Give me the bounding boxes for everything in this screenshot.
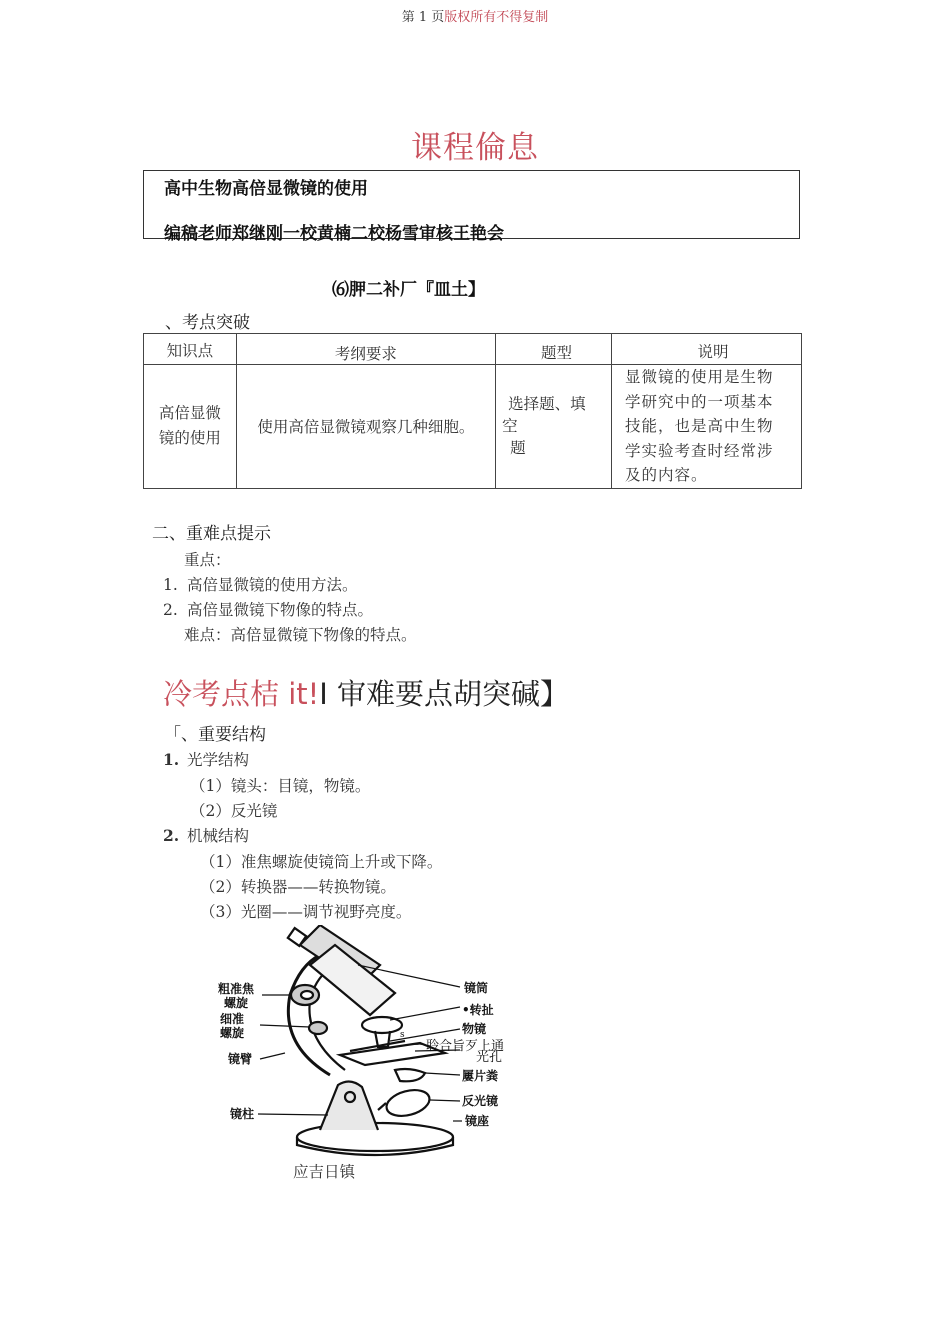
section-heading-exam-points: 、考点突破 (165, 313, 250, 333)
table-row (144, 365, 802, 489)
cell-text: 镜的使用 (158, 429, 221, 448)
subtitle: ⑹胛二补厂『皿土】 (332, 280, 485, 300)
table-cell-question-type (496, 365, 612, 489)
list-number: 1. (163, 750, 180, 769)
table-cell-description (612, 365, 802, 489)
label-fine-focus-2: 螺旋 (220, 1026, 245, 1040)
label-stage-clip: 一聆合旨歹上通 (413, 1039, 505, 1054)
cell-text: 技能，也是高中生物 (625, 417, 774, 435)
page-number: 第 1 页 (401, 10, 445, 25)
table-header: 说明 (612, 334, 802, 365)
list-item: （2）转换器——转换物镜。 (200, 878, 396, 896)
label-nosepiece: •转扯 (462, 1003, 494, 1017)
table-header: 考纲要求 (236, 334, 495, 365)
list-item: （3）光圈——调节视野亮度。 (200, 903, 412, 921)
cell-text: 及的内容。 (625, 466, 708, 484)
difficult-point: 难点：高倍显微镜下物像的特点。 (184, 626, 417, 644)
table-header-row (144, 334, 802, 365)
list-text: 机械结构 (187, 827, 250, 845)
lesson-title: 高中生物高倍显微镜的使用 (164, 179, 368, 199)
cell-text: 题 (510, 439, 526, 458)
figure-caption: 应吉日镇 (293, 1163, 356, 1181)
list-item: （2）反光镜 (190, 802, 278, 820)
label-coarse-focus-2: 螺旋 (224, 996, 249, 1010)
label-objective: 物镜 (462, 1022, 487, 1036)
list-number: 2. (163, 601, 178, 619)
label-base: 镜座 (465, 1114, 490, 1128)
table-cell-requirement: 使用高倍显微镜观察几种细胞。 (236, 365, 495, 489)
section-heading-key-points: 二、重难点提示 (152, 524, 271, 544)
banner-black-text: I 审难要点胡突碱】 (319, 677, 570, 711)
label-arm: 镜臂 (228, 1052, 253, 1066)
list-item (163, 598, 373, 620)
list-number: 2. (163, 826, 180, 845)
cell-text: 学实验考查时经常涉 (625, 441, 774, 460)
label-pillar: 镜柱 (230, 1107, 255, 1121)
list-text: 高倍显微镜下物像的特点。 (187, 601, 374, 619)
key-points-label: 重点： (184, 551, 231, 569)
label-fine-focus: 细准 (220, 1012, 245, 1026)
list-item: （1）准焦螺旋使镜筒上升或下降。 (200, 853, 443, 871)
structure-heading-optical (163, 748, 249, 770)
cell-text: 空 (502, 417, 518, 436)
banner-pink-text: 冷考点桔 it! (163, 677, 320, 711)
label-s: s (400, 1030, 405, 1040)
editor-credits: 编稿老师郑继刚一校黄楠二校杨雪审核王艳会 (164, 224, 504, 244)
table-cell-knowledge-point (144, 365, 237, 489)
course-info-box (143, 170, 800, 244)
cell-text: 选择题、填 (508, 395, 586, 414)
list-item: （1）镜头：目镜，物镜。 (190, 777, 371, 795)
list-text: 高倍显微镜的使用方法。 (187, 576, 358, 594)
section-heading-structures: 「、重要结构 (164, 725, 266, 745)
microscope-diagram (210, 925, 530, 1160)
table-header: 题型 (496, 334, 612, 365)
list-text: 光学结构 (187, 751, 250, 769)
table-header: 知识点 (144, 334, 237, 365)
knowledge-table (143, 333, 802, 489)
list-item (163, 573, 358, 595)
page-header (0, 6, 950, 25)
structure-heading-mechanical (163, 824, 249, 846)
label-tube: 镜筒 (464, 981, 489, 995)
section-banner (163, 672, 569, 713)
cell-text: 高倍显微 (158, 404, 221, 423)
cell-text: 显微镜的使用是生物 (625, 368, 774, 386)
list-number: 1. (163, 576, 178, 594)
copyright-notice: 版权所有不得复制 (444, 10, 549, 25)
label-light-hole: 光孔 (476, 1050, 503, 1065)
label-coarse-focus: 粗准焦 (218, 982, 255, 996)
label-mirror: 反光镜 (462, 1094, 499, 1108)
cell-text: 学研究中的一项基本 (625, 392, 774, 411)
course-title: 课程倫息 (411, 130, 539, 166)
label-slide-holder: 屢片粪 (462, 1069, 499, 1083)
